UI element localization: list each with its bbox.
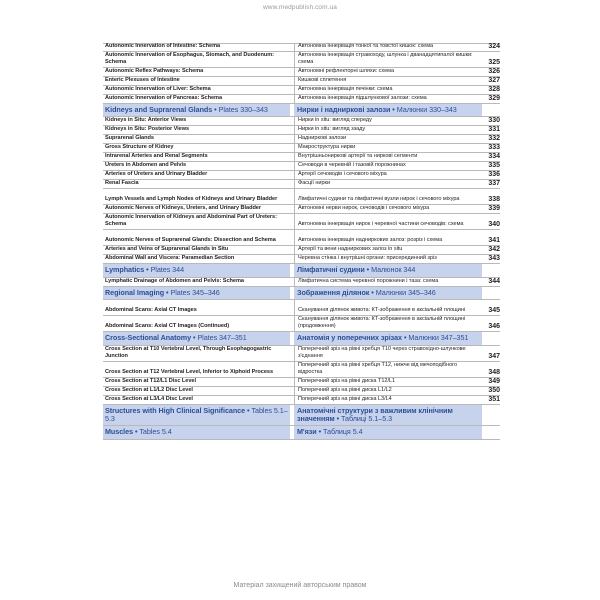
section-header-row	[103, 264, 500, 277]
toc-entry-row[interactable]	[103, 117, 500, 126]
bullet-icon: •	[316, 427, 324, 437]
page-number: 326	[488, 68, 500, 75]
section-plates-uk: Малюнок 344	[371, 265, 416, 275]
entry-title-uk: Кишкові сплетення	[294, 77, 482, 85]
entry-title-uk: Внутрішньониркові артерії та ниркові сегменти	[294, 153, 482, 161]
section-header-row	[103, 104, 500, 117]
copyright-notice: Матеріал захищений авторським правом	[233, 582, 367, 589]
entry-title-uk: Сканування ділянок живота: КТ-зображення в аксіальній площині (продовження)	[294, 316, 482, 331]
entry-title-uk: Автономні рефлекторні шляхи: схема	[294, 68, 482, 76]
entry-title-uk: Поперечний зріз на рівні диска L3/L4	[294, 396, 482, 404]
section-title-uk-text: Анатомія у поперечних зрізах	[297, 333, 402, 343]
entry-title-uk: Поперечний зріз на рівні хребця T12, нижче від мечоподібного відростка	[294, 362, 482, 377]
entry-title-en: Autonomic Reflex Pathways: Schema	[105, 68, 204, 74]
section-plates-uk: Малюнки 345–346	[375, 287, 436, 297]
toc-entry-row[interactable]	[103, 126, 500, 135]
section-plates-uk: Малюнки 330–343	[396, 105, 457, 114]
page-number: 324	[488, 43, 500, 50]
entry-title-en: Lymphatic Drainage of Abdomen and Pelvis: Schema	[105, 277, 244, 284]
page-number: 329	[488, 95, 500, 102]
entry-title-uk: Черевна стінка і внутрішні органи: присерединний зріз	[294, 255, 482, 263]
section-plates-en: Plates 330–343	[218, 105, 268, 114]
entry-title-uk: Автономна іннервація нирок і черевної частини сечоводів: схема	[294, 214, 482, 229]
entry-title-uk: Макроструктура нирки	[294, 144, 482, 152]
toc-entry-row[interactable]	[103, 205, 500, 214]
page-number: 337	[488, 180, 500, 188]
bullet-icon: •	[144, 265, 151, 275]
entry-title-en: Autonomic Nerves of Kidneys, Ureters, and Urinary Bladder	[105, 205, 261, 212]
section-title-en	[103, 426, 290, 438]
page-number: 344	[488, 277, 500, 285]
entry-title-en: Intrarenal Arteries and Renal Segments	[105, 153, 208, 160]
page-number: 345	[488, 307, 500, 315]
bullet-icon: •	[133, 427, 140, 437]
entry-title-en: Abdominal Scans: Axial CT Images (Continued)	[105, 323, 230, 330]
site-url-watermark: www.medpublish.com.ua	[263, 4, 337, 11]
entry-title-en: Autonomic Innervation of Pancreas: Schema	[105, 95, 223, 101]
table-of-contents	[103, 43, 500, 440]
entry-title-en: Arteries of Ureters and Urinary Bladder	[105, 171, 208, 178]
toc-entry-row[interactable]	[103, 52, 500, 68]
section-title-en-text: Kidneys and Suprarenal Glands	[105, 105, 213, 114]
page-number: 339	[488, 205, 500, 213]
page-number: 340	[488, 221, 500, 229]
section-page-spacer	[482, 426, 500, 438]
entry-title-uk: Артерії сечоводів і сечового міхура	[294, 171, 482, 179]
page-number: 347	[488, 352, 500, 360]
toc-entry-row[interactable]	[103, 95, 500, 104]
entry-title-en: Cross Section at L3/L4 Disc Level	[105, 395, 193, 402]
entry-title-en: Abdominal Wall and Viscera: Paramedian Section	[105, 255, 235, 262]
section-plates-en: Plates 345–346	[170, 287, 220, 297]
entry-title-en: Autonomic Nerves of Suprarenal Glands: Dissection and Schema	[105, 237, 276, 244]
page-number: 325	[488, 59, 500, 66]
entry-title-uk: Надниркові залози	[294, 135, 482, 143]
page-number: 334	[488, 153, 500, 161]
entry-title-uk: Артерії та вени надниркових залоз in situ	[294, 246, 482, 254]
entry-title-en: Cross Section at T12/L1 Disc Level	[105, 377, 196, 384]
section-title-uk-text: Анатомічні структури з важливим клінічним значенням	[297, 405, 453, 424]
section-header-row	[103, 332, 500, 345]
bullet-icon: •	[369, 287, 376, 297]
section-title-uk-text: М'язи	[297, 427, 317, 437]
entry-title-uk: Сечоводи в черевній і тазовій порожнинах	[294, 162, 482, 170]
section-page-spacer	[482, 287, 500, 299]
page-number: 327	[488, 77, 500, 84]
section-title-en-text: Lymphatics	[105, 265, 145, 275]
entry-title-uk: Поперечний зріз на рівні диска L1/L2	[294, 387, 482, 395]
toc-entry-row[interactable]	[103, 135, 500, 144]
page-number: 331	[488, 126, 500, 134]
entry-title-uk: Фасції нирки	[294, 180, 482, 188]
section-plates-en: Plates 347–351	[197, 333, 247, 343]
bullet-icon: •	[191, 333, 198, 343]
bullet-icon: •	[164, 287, 171, 297]
section-page-spacer	[482, 104, 500, 116]
page-number: 333	[488, 144, 500, 152]
bullet-icon: •	[212, 105, 219, 114]
section-title-en	[103, 405, 290, 426]
toc-entry-row[interactable]	[103, 387, 500, 396]
section-title-uk	[294, 405, 482, 426]
page-number: 351	[488, 395, 500, 403]
bullet-icon: •	[390, 105, 397, 114]
section-plates-en: Tables 5.4	[139, 427, 172, 437]
section-title-en	[103, 264, 290, 276]
section-plates-en: Plates 344	[150, 265, 185, 275]
section-plates-en: Tables 5.1–5.3	[105, 405, 288, 424]
section-title-uk-text: Нирки і надниркові залози	[297, 105, 391, 114]
toc-entry-row[interactable]	[103, 300, 500, 316]
entry-title-uk: Автономна іннервація підшлункової залози: схема	[294, 95, 482, 103]
entry-title-en: Ureters in Abdomen and Pelvis	[105, 162, 187, 169]
toc-entry-row[interactable]	[103, 68, 500, 77]
page-number: 349	[488, 377, 500, 385]
page-number: 342	[488, 246, 500, 254]
section-title-en	[103, 104, 290, 116]
toc-entry-row[interactable]	[103, 180, 500, 189]
entry-title-uk: Автономна іннервація печінки: схема	[294, 86, 482, 94]
section-title-uk	[294, 426, 482, 438]
page-number: 332	[488, 135, 500, 143]
section-plates-uk: Таблиця 5.4	[323, 427, 363, 437]
bullet-icon: •	[364, 265, 372, 275]
entry-title-en: Cross Section at T12 Vertebral Level, Inferior to Xiphoid Process	[105, 368, 274, 375]
toc-entry-row[interactable]	[103, 171, 500, 180]
entry-title-uk: Нирки in situ: вигляд ззаду	[294, 126, 482, 134]
section-title-en-text: Cross-Sectional Anatomy	[105, 333, 192, 343]
bullet-icon: •	[245, 405, 252, 415]
section-title-en-text: Regional Imaging	[105, 287, 165, 297]
toc-entry-row[interactable]	[103, 346, 500, 362]
section-title-en	[103, 332, 290, 344]
section-title-en	[103, 287, 290, 299]
toc-entry-row[interactable]	[103, 162, 500, 171]
toc-entry-row[interactable]	[103, 362, 500, 378]
bullet-icon: •	[334, 414, 342, 424]
section-plates-uk: Малюнки 347–351	[408, 333, 469, 343]
section-title-uk	[294, 332, 482, 344]
toc-entry-row[interactable]	[103, 396, 500, 405]
entry-title-uk: Автономна іннервація стравоходу, шлунка і дванадцятипалої кишки: схема	[294, 52, 482, 67]
section-plates-uk: Таблиці 5.1–5.3	[341, 414, 393, 424]
section-header-row	[103, 426, 500, 439]
entry-title-en: Abdominal Scans: Axial CT Images	[105, 307, 197, 314]
toc-entry-row[interactable]	[103, 43, 500, 52]
section-title-uk	[294, 104, 482, 116]
section-title-uk	[294, 264, 482, 276]
toc-entry-row[interactable]	[103, 378, 500, 387]
entry-title-uk: Поперечний зріз на рівні хребця T10 через стравохідно-шлункове з'єднання	[294, 346, 482, 361]
section-page-spacer	[482, 332, 500, 344]
page-number: 330	[488, 117, 500, 125]
page-number: 328	[488, 86, 500, 93]
entry-title-uk: Лімфатична система черевної порожнини і таза: схема	[294, 278, 482, 286]
section-title-uk-text: Зображення ділянок	[297, 287, 370, 297]
bullet-icon: •	[402, 333, 409, 343]
entry-title-uk: Сканування ділянок живота: КТ-зображення в аксіальній площині	[294, 300, 482, 315]
entry-title-uk: Нирки in situ: вигляд спереду	[294, 117, 482, 125]
entry-title-en: Gross Structure of Kidney	[105, 144, 174, 151]
page-number: 348	[488, 368, 500, 376]
entry-title-en: Kidneys in Situ: Posterior Views	[105, 126, 190, 133]
page-number: 346	[488, 323, 500, 331]
entry-title-uk: Автономна іннервація тонкої та товстої кишок: схема	[294, 44, 482, 51]
section-title-en-text: Muscles	[105, 427, 134, 437]
toc-entry-row[interactable]	[103, 86, 500, 95]
toc-entry-row[interactable]	[103, 214, 500, 230]
toc-entry-row[interactable]	[103, 144, 500, 153]
toc-entry-row[interactable]	[103, 278, 500, 287]
entry-title-en: Enteric Plexuses of Intestine	[105, 77, 180, 83]
entry-title-uk: Автономні нерви нирок, сечоводів і сечового міхура	[294, 205, 482, 213]
entry-title-en: Kidneys in Situ: Anterior Views	[105, 117, 187, 124]
page-number: 341	[488, 237, 500, 245]
entry-title-en: Suprarenal Glands	[105, 135, 154, 142]
entry-title-uk: Лімфатичні судини та лімфатичні вузли нирок і сечового міхура	[294, 189, 482, 204]
section-page-spacer	[482, 264, 500, 276]
entry-title-en: Autonomic Innervation of Liver: Schema	[105, 86, 211, 92]
page-number: 336	[488, 171, 500, 179]
entry-title-en: Cross Section at T10 Vertebral Level, Through Esophagogastric Junction	[105, 345, 272, 359]
toc-entry-row[interactable]	[103, 255, 500, 264]
entry-title-uk: Поперечний зріз на рівні диска T12/L1	[294, 378, 482, 386]
section-header-row	[103, 405, 500, 427]
page-number: 350	[488, 386, 500, 394]
section-page-spacer	[482, 405, 500, 426]
toc-entry-row[interactable]	[103, 189, 500, 205]
section-title-uk-text: Лімфатичні судини	[297, 265, 365, 275]
page-number: 343	[488, 255, 500, 263]
toc-entry-row[interactable]	[103, 316, 500, 332]
entry-title-en: Autonomic Innervation of Intestine: Schema	[105, 43, 221, 49]
page-number: 338	[488, 196, 500, 204]
entry-title-en: Cross Section at L1/L2 Disc Level	[105, 386, 193, 393]
entry-title-en: Arteries and Veins of Suprarenal Glands in Situ	[105, 246, 229, 253]
entry-title-en: Autonomic Innervation of Kidneys and Abdominal Part of Ureters: Schema	[105, 214, 277, 228]
entry-title-en: Renal Fascia	[105, 180, 139, 187]
toc-entry-row[interactable]	[103, 77, 500, 86]
section-title-en-text: Structures with High Clinical Significance	[105, 405, 246, 415]
section-title-uk	[294, 287, 482, 299]
page-number: 335	[488, 162, 500, 170]
toc-entry-row[interactable]	[103, 230, 500, 246]
entry-title-en: Lymph Vessels and Lymph Nodes of Kidneys and Urinary Bladder	[105, 196, 278, 203]
entry-title-en: Autonomic Innervation of Esophagus, Stomach, and Duodenum: Schema	[105, 52, 274, 65]
entry-title-uk: Автономна іннервація надниркових залоз: розріз і схема	[294, 230, 482, 245]
section-header-row	[103, 287, 500, 300]
